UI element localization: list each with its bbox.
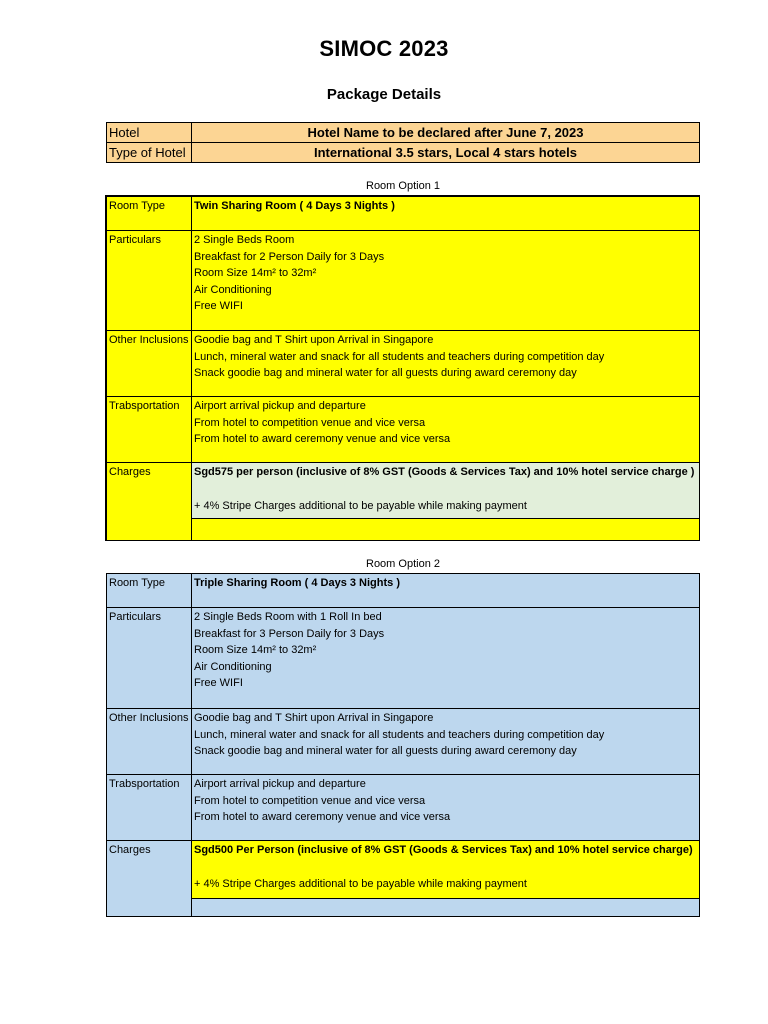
charges-text: Sgd500 Per Person (inclusive of 8% GST (Goods & Services Tax) and 10% hotel service charge) <box>194 844 693 856</box>
room-type-row <box>107 197 700 231</box>
charges-label: Charges <box>107 841 192 917</box>
stripe-note: + 4% Stripe Charges additional to be payable while making payment <box>194 877 527 890</box>
charges-text: Sgd575 per person (inclusive of 8% GST (Goods & Services Tax) and 10% hotel service charge ) <box>194 466 695 478</box>
room-type-value: Triple Sharing Room ( 4 Days 3 Nights ) <box>192 574 700 608</box>
inclusions-label: Other Inclusions <box>107 709 192 775</box>
hotel-value: Hotel Name to be declared after June 7, 2023 <box>192 123 700 143</box>
list-item: Goodie bag and T Shirt upon Arrival in Singapore <box>194 334 434 346</box>
room-option-2-caption: Room Option 2 <box>366 558 440 570</box>
stripe-note: + 4% Stripe Charges additional to be payable while making payment <box>194 499 527 512</box>
list-item: Room Size 14m² to 32m² <box>194 267 317 279</box>
hotel-type-row <box>107 143 700 163</box>
charges-value <box>192 841 700 899</box>
empty-row <box>107 519 700 541</box>
inclusions-label: Other Inclusions <box>107 331 192 397</box>
list-item: 2 Single Beds Room <box>194 234 295 246</box>
inclusions-row <box>107 709 700 775</box>
charges-label: Charges <box>107 463 192 541</box>
room-option-1-table <box>106 196 700 541</box>
room-type-label: Room Type <box>107 574 192 608</box>
transport-label: Trabsportation <box>107 775 192 841</box>
list-item: 2 Single Beds Room with 1 Roll In bed <box>194 611 382 623</box>
hotel-label: Hotel <box>107 123 192 143</box>
list-item: Snack goodie bag and mineral water for all guests during award ceremony day <box>194 745 577 757</box>
list-item: From hotel to competition venue and vice versa <box>194 794 426 807</box>
list-item: Breakfast for 2 Person Daily for 3 Days <box>194 250 385 263</box>
charges-value <box>192 463 700 519</box>
room-type-label: Room Type <box>107 197 192 231</box>
room-type-row <box>107 574 700 608</box>
room-type-value: Twin Sharing Room ( 4 Days 3 Nights ) <box>192 197 700 231</box>
inclusions-row <box>107 331 700 397</box>
list-item: Breakfast for 3 Person Daily for 3 Days <box>194 627 385 640</box>
list-item: Free WIFI <box>194 300 243 312</box>
particulars-label: Particulars <box>107 231 192 331</box>
particulars-list <box>192 231 700 331</box>
list-item: Lunch, mineral water and snack for all students and teachers during competition day <box>194 728 605 741</box>
hotel-row <box>107 123 700 143</box>
list-item: Air Conditioning <box>194 283 272 296</box>
empty-row <box>107 899 700 917</box>
page-subtitle: Package Details <box>326 86 442 103</box>
list-item: From hotel to award ceremony venue and vice versa <box>194 811 451 823</box>
particulars-list <box>192 608 700 709</box>
transport-label: Trabsportation <box>107 397 192 463</box>
list-item: Lunch, mineral water and snack for all students and teachers during competition day <box>194 350 605 363</box>
hotel-info-table <box>106 122 700 163</box>
list-item: From hotel to competition venue and vice versa <box>194 416 426 429</box>
hotel-type-label: Type of Hotel <box>107 143 192 163</box>
transport-list <box>192 397 700 463</box>
transport-row <box>107 397 700 463</box>
particulars-row <box>107 231 700 331</box>
list-item: Air Conditioning <box>194 660 272 673</box>
page-title: SIMOC 2023 <box>319 36 449 61</box>
empty-cell <box>192 899 700 917</box>
inclusions-list <box>192 709 700 775</box>
charges-row <box>107 841 700 899</box>
list-item: Snack goodie bag and mineral water for all guests during award ceremony day <box>194 367 577 379</box>
list-item: Airport arrival pickup and departure <box>194 400 366 412</box>
transport-list <box>192 775 700 841</box>
list-item: Goodie bag and T Shirt upon Arrival in Singapore <box>194 712 434 724</box>
list-item: Free WIFI <box>194 677 243 689</box>
charges-row <box>107 463 700 519</box>
room-option-1-caption: Room Option 1 <box>366 180 440 192</box>
inclusions-list <box>192 331 700 397</box>
particulars-label: Particulars <box>107 608 192 709</box>
hotel-type-value: International 3.5 stars, Local 4 stars hotels <box>192 143 700 163</box>
transport-row <box>107 775 700 841</box>
empty-cell <box>192 519 700 541</box>
list-item: From hotel to award ceremony venue and vice versa <box>194 433 451 445</box>
room-option-2-table <box>106 573 700 917</box>
list-item: Airport arrival pickup and departure <box>194 778 366 790</box>
particulars-row <box>107 608 700 709</box>
list-item: Room Size 14m² to 32m² <box>194 644 317 656</box>
